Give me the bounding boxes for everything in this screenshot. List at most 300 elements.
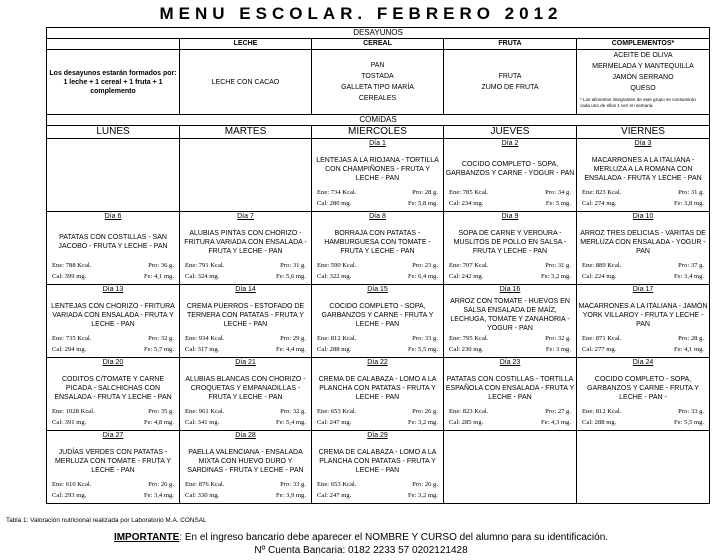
energy-value: 812 Kcal. <box>330 335 357 342</box>
protein-value: 26 g. <box>424 481 438 488</box>
protein-value: 37 g. <box>690 262 705 269</box>
nutrition-energy-protein <box>52 408 174 416</box>
protein-label: Pro: <box>280 408 292 415</box>
cereal-item: PAN <box>370 62 385 69</box>
energy-value: 791 Kcal. <box>198 262 225 269</box>
weekday-header-jueves: JUEVES <box>444 126 577 139</box>
calcium-label: Cal: <box>582 346 593 353</box>
day-number: Día 10 <box>632 213 654 220</box>
protein-label: Pro: <box>412 262 424 269</box>
menu-table <box>46 27 710 504</box>
breakfast-header-leche: LECHE <box>180 39 312 50</box>
nutrition-calcium-iron <box>449 419 571 427</box>
protein-value: 26 g. <box>424 408 438 415</box>
protein-value: 35 g. <box>160 408 174 415</box>
breakfast-header-complementos: COMPLEMENTOS* <box>577 39 710 50</box>
energy-value: 889 Kcal. <box>595 262 622 269</box>
protein-label: Pro: <box>678 189 690 196</box>
nutrition-calcium-iron <box>449 200 571 208</box>
energy-label: Ene: <box>185 408 198 415</box>
iron-label: Fe: <box>540 273 550 280</box>
iron-value: 6,4 mg. <box>418 273 438 280</box>
day-dish: CREMA DE CALABAZA - LOMO A LA PLANCHA CON PATATAS - FRUTA Y LECHE - PAN <box>318 448 437 474</box>
calcium-value: 293 mg. <box>64 492 87 499</box>
day-number: Día 6 <box>104 213 122 220</box>
nutrition-calcium-iron <box>317 492 438 500</box>
breakfast-leche: LECHE CON CACAO <box>180 50 312 115</box>
nutrition-energy-protein <box>317 408 438 416</box>
nutrition-energy-protein <box>449 335 571 343</box>
day-cell <box>47 358 180 431</box>
protein-label: Pro: <box>148 408 160 415</box>
protein-value: 31 g. <box>690 189 705 196</box>
iron-value: 3,2 mg. <box>551 273 571 280</box>
energy-value: 961 Kcal. <box>198 408 225 415</box>
calcium-label: Cal: <box>582 273 593 280</box>
protein-value: 26 g. <box>160 481 174 488</box>
calcium-label: Cal: <box>185 492 196 499</box>
iron-value: 3,4 mg. <box>154 492 174 499</box>
day-number: Día 22 <box>367 359 388 366</box>
iron-label: Fe: <box>673 419 683 426</box>
protein-value: 28 g. <box>690 335 705 342</box>
weekday-header-lunes: LUNES <box>47 126 180 139</box>
protein-value: 32 g. <box>160 335 174 342</box>
day-dish: MACARRONES A LA ITALIANA - JAMÓN YORK VILLAROY - FRUTA Y LECHE - PAN <box>578 302 708 328</box>
energy-label: Ene: <box>52 481 65 488</box>
iron-label: Fe: <box>545 200 555 207</box>
energy-value: 653 Kcal. <box>330 481 357 488</box>
nutrition-energy-protein <box>185 408 306 416</box>
day-cell <box>180 285 312 358</box>
nutrition-energy-protein <box>185 481 306 489</box>
breakfast-header-fruta: FRUTA <box>444 39 577 50</box>
calcium-label: Cal: <box>317 200 328 207</box>
day-number: Día 17 <box>632 286 654 293</box>
calcium-value: 224 mg. <box>594 273 617 280</box>
protein-label: Pro: <box>412 481 424 488</box>
complemento-item: MERMELADA Y MANTEQUILLA <box>592 63 694 70</box>
protein-label: Pro: <box>412 408 424 415</box>
protein-label: Pro: <box>545 262 557 269</box>
protein-value: 33 g. <box>690 408 705 415</box>
calcium-label: Cal: <box>449 273 460 280</box>
protein-label: Pro: <box>678 335 690 342</box>
complemento-item: ACEITE DE OLIVA <box>613 52 673 59</box>
iron-label: Fe: <box>143 346 153 353</box>
day-number: Día 15 <box>367 286 388 293</box>
week-row <box>47 431 710 504</box>
day-cell <box>312 358 444 431</box>
protein-label: Pro: <box>545 408 557 415</box>
day-number: Día 14 <box>235 286 256 293</box>
energy-value: 653 Kcal. <box>330 408 357 415</box>
nutrition-calcium-iron <box>52 419 174 427</box>
weekday-header-miercoles: MIERCOLES <box>312 126 444 139</box>
nutrition-calcium-iron <box>449 273 571 281</box>
calcium-value: 247 mg. <box>329 419 352 426</box>
day-dish: LENTEJAS A LA RIOJANA - TORTILLA CON CHAMPIÑONES - FRUTA Y LECHE - PAN <box>316 156 439 182</box>
energy-label: Ene: <box>317 262 330 269</box>
nutrition-calcium-iron <box>52 273 174 281</box>
nutrition-energy-protein <box>317 262 438 270</box>
iron-value: 4,4 mg. <box>286 346 306 353</box>
weekday-header-martes: MARTES <box>180 126 312 139</box>
day-dish: ALUBIAS BLANCAS CON CHORIZO - CROQUETAS Y EMPANADILLAS - FRUTA Y LECHE - PAN <box>185 375 306 401</box>
day-number: Día 9 <box>501 213 519 220</box>
complemento-item: JAMÓN SERRANO <box>612 74 674 81</box>
nutrition-energy-protein <box>582 408 704 416</box>
cereal-item: CEREALES <box>358 95 397 102</box>
day-dish: PATATAS CON COSTILLAS - TORTILLA ESPAÑOLA CON ENSALADA - FRUTA Y LECHE - PAN <box>445 375 575 401</box>
day-number: Día 24 <box>632 359 654 366</box>
day-cell <box>180 358 312 431</box>
calcium-value: 288 mg. <box>594 419 617 426</box>
nutrition-energy-protein <box>52 481 174 489</box>
week-row <box>47 285 710 358</box>
calcium-value: 294 mg. <box>64 346 87 353</box>
protein-value: 23 g. <box>424 262 438 269</box>
calcium-label: Cal: <box>582 419 593 426</box>
protein-label: Pro: <box>412 189 424 196</box>
day-dish: COCIDO COMPLETO - SOPA, GARBANZOS Y CARNE - FRUTA Y LECHE - PAN - <box>587 375 699 401</box>
energy-value: 788 Kcal. <box>65 262 92 269</box>
iron-label: Fe: <box>407 200 417 207</box>
energy-value: 876 Kcal. <box>198 481 225 488</box>
week-row <box>47 139 710 212</box>
day-number: Día 23 <box>499 359 521 366</box>
energy-value: 823 Kcal. <box>462 408 489 415</box>
iron-value: 4,3 mg. <box>551 419 571 426</box>
energy-label: Ene: <box>317 189 330 196</box>
day-dish: ARROZ TRES DELICIAS - VARITAS DE MERLUZA CON ENSALADA - YOGUR - PAN <box>580 229 706 255</box>
payment-notice <box>0 531 722 557</box>
energy-label: Ene: <box>52 335 65 342</box>
iron-label: Fe: <box>143 419 153 426</box>
nutrition-footnote: Tabla 1: Valoración nutricional realizada por Laboratorio M.A. CONSAL <box>6 517 207 524</box>
day-cell <box>47 285 180 358</box>
protein-label: Pro: <box>280 481 292 488</box>
iron-label: Fe: <box>275 273 285 280</box>
iron-label: Fe: <box>275 346 285 353</box>
energy-label: Ene: <box>185 481 198 488</box>
iron-label: Fe: <box>540 419 550 426</box>
breakfast-header-cereal: CEREAL <box>312 39 444 50</box>
calcium-value: 242 mg. <box>461 273 484 280</box>
empty-day-cell <box>444 431 577 504</box>
energy-value: 610 Kcal. <box>65 481 92 488</box>
day-cell <box>180 431 312 504</box>
protein-value: 34 g. <box>557 189 571 196</box>
weekday-header-viernes: VIERNES <box>577 126 710 139</box>
nutrition-energy-protein <box>185 262 306 270</box>
energy-value: 823 Kcal. <box>595 189 622 196</box>
protein-label: Pro: <box>545 189 557 196</box>
protein-value: 31 g. <box>557 262 571 269</box>
protein-label: Pro: <box>412 335 424 342</box>
protein-label: Pro: <box>148 481 160 488</box>
energy-label: Ene: <box>317 335 330 342</box>
nutrition-energy-protein <box>449 262 571 270</box>
protein-label: Pro: <box>148 335 160 342</box>
nutrition-energy-protein <box>582 189 704 197</box>
nutrition-calcium-iron <box>52 346 174 354</box>
iron-value: 4,8 mg. <box>154 419 174 426</box>
week-row <box>47 358 710 431</box>
protein-label: Pro: <box>280 262 292 269</box>
day-number: Día 1 <box>369 140 386 147</box>
iron-value: 5,7 mg. <box>154 346 174 353</box>
protein-value: 31 g. <box>292 262 306 269</box>
breakfast-cereal <box>312 50 444 115</box>
calcium-value: 399 mg. <box>64 273 87 280</box>
day-number: Día 7 <box>237 213 254 220</box>
calcium-label: Cal: <box>317 346 328 353</box>
nutrition-energy-protein <box>52 262 174 270</box>
day-cell <box>180 212 312 285</box>
calcium-label: Cal: <box>449 200 460 207</box>
iron-value: 5,6 mg. <box>286 273 306 280</box>
calcium-value: 274 mg. <box>594 200 617 207</box>
nutrition-calcium-iron <box>52 492 174 500</box>
complementos-footnote: * Los alimentos integrantes de este grupo se consumirán cada uno de ellos 1 vez en semana. <box>580 97 696 108</box>
energy-label: Ene: <box>582 262 595 269</box>
day-dish: CODITOS C/TOMATE Y CARNE PICADA - SALCHICHAS CON ENSALADA - FRUTA Y LECHE - PAN <box>54 375 172 401</box>
day-dish: LENTEJAS CON CHORIZO - FRITURA VARIADA CON ENSALADA - FRUTA Y LECHE - PAN <box>51 302 175 328</box>
empty-day-cell <box>180 139 312 212</box>
nutrition-calcium-iron <box>185 492 306 500</box>
iron-label: Fe: <box>407 419 417 426</box>
iron-value: 3,9 mg. <box>286 492 306 499</box>
iron-label: Fe: <box>407 346 417 353</box>
day-dish: MACARRONES A LA ITALIANA - MERLUZA A LA ROMANA CON ENSALADA - FRUTA Y LECHE - PAN <box>584 156 702 182</box>
calcium-label: Cal: <box>449 419 460 426</box>
nutrition-energy-protein <box>317 335 438 343</box>
iron-value: 5,8 mg. <box>418 200 438 207</box>
iron-value: 3,8 mg. <box>684 200 705 207</box>
calcium-value: 324 mg. <box>197 273 220 280</box>
calcium-value: 230 mg. <box>461 346 484 353</box>
calcium-label: Cal: <box>52 419 63 426</box>
nutrition-energy-protein <box>582 335 704 343</box>
nutrition-calcium-iron <box>317 273 438 281</box>
day-number: Día 2 <box>501 140 519 147</box>
cereal-item: GALLETA TIPO MARÍA <box>341 84 414 91</box>
bank-account: Nº Cuenta Bancaria: 0182 2233 57 0202121428 <box>254 545 468 556</box>
iron-label: Fe: <box>407 273 417 280</box>
day-dish: COCIDO COMPLETO - SOPA, GARBANZOS Y CARNE - FRUTA Y LECHE - PAN <box>321 302 434 328</box>
nutrition-calcium-iron <box>582 200 704 208</box>
energy-label: Ene: <box>185 262 198 269</box>
day-number: Día 13 <box>102 286 124 293</box>
nutrition-calcium-iron <box>582 346 704 354</box>
calcium-value: 330 mg. <box>197 492 220 499</box>
energy-value: 707 Kcal. <box>462 262 489 269</box>
day-cell <box>444 285 577 358</box>
nutrition-calcium-iron <box>185 419 306 427</box>
energy-label: Ene: <box>52 408 65 415</box>
energy-label: Ene: <box>449 408 462 415</box>
protein-value: 32 g. <box>557 335 571 342</box>
day-cell <box>312 139 444 212</box>
energy-label: Ene: <box>185 335 198 342</box>
energy-value: 734 Kcal. <box>330 189 357 196</box>
protein-value: 29 g. <box>292 335 306 342</box>
day-number: Día 28 <box>235 432 256 439</box>
iron-value: 5,5 mg. <box>684 419 705 426</box>
calcium-label: Cal: <box>317 492 328 499</box>
day-dish: CREMA DE CALABAZA - LOMO A LA PLANCHA CON PATATAS - FRUTA Y LECHE - PAN <box>318 375 437 401</box>
iron-value: 5,5 mg. <box>418 346 438 353</box>
nutrition-calcium-iron <box>582 419 704 427</box>
breakfast-section-header: DESAYUNOS <box>47 28 710 39</box>
nutrition-energy-protein <box>52 335 174 343</box>
day-dish: PATATAS CON COSTILLAS - SAN JACOBO - FRUTA Y LECHE - PAN <box>58 234 168 250</box>
important-text: : En el ingreso bancario debe aparecer el NOMBRE Y CURSO del alumno para su identificación. <box>179 532 609 543</box>
energy-label: Ene: <box>582 189 595 196</box>
breakfast-blank-header <box>47 39 180 50</box>
nutrition-calcium-iron <box>185 346 306 354</box>
protein-value: 27 g. <box>557 408 571 415</box>
day-cell <box>577 285 710 358</box>
calcium-value: 341 mg. <box>197 419 220 426</box>
page-title: MENU ESCOLAR. FEBRERO 2012 <box>159 4 563 23</box>
calcium-label: Cal: <box>185 346 196 353</box>
calcium-label: Cal: <box>317 273 328 280</box>
nutrition-energy-protein <box>582 262 704 270</box>
calcium-value: 391 mg. <box>64 419 87 426</box>
iron-label: Fe: <box>673 346 683 353</box>
energy-label: Ene: <box>582 408 595 415</box>
iron-value: 3,2 mg. <box>418 492 438 499</box>
energy-label: Ene: <box>449 335 462 342</box>
nutrition-calcium-iron <box>449 346 571 354</box>
nutrition-energy-protein <box>317 189 438 197</box>
day-dish: BORRAJA CON PATATAS - HAMBURGUESA CON TOMATE - FRUTA Y LECHE - PAN <box>324 229 431 255</box>
iron-label: Fe: <box>673 273 683 280</box>
energy-label: Ene: <box>449 262 462 269</box>
week-row <box>47 212 710 285</box>
day-dish: JUDÍAS VERDES CON PATATAS - MERLUZA CON TOMATE - FRUTA Y LECHE - PAN <box>54 448 172 474</box>
protein-label: Pro: <box>545 335 557 342</box>
day-cell <box>47 212 180 285</box>
calcium-label: Cal: <box>185 419 196 426</box>
breakfast-fruta <box>444 50 577 115</box>
nutrition-calcium-iron <box>582 273 704 281</box>
breakfast-composition-note: Los desayunos estarán formados por: 1 leche + 1 cereal + 1 fruta + 1 complemento <box>47 50 180 115</box>
day-number: Día 20 <box>102 359 124 366</box>
empty-day-cell <box>47 139 180 212</box>
protein-value: 33 g. <box>292 481 306 488</box>
protein-label: Pro: <box>148 262 160 269</box>
energy-label: Ene: <box>582 335 595 342</box>
protein-value: 36 g. <box>160 262 174 269</box>
calcium-label: Cal: <box>52 273 63 280</box>
energy-label: Ene: <box>317 408 330 415</box>
breakfast-complementos <box>577 50 710 115</box>
day-dish: SOPA DE CARNE Y VERDURA - MUSLITOS DE POLLO EN SALSA - FRUTA Y LECHE - PAN <box>453 229 567 255</box>
day-number: Día 21 <box>235 359 256 366</box>
day-dish: ALUBIAS PINTAS CON CHORIZO - FRITURA VARIADA CON ENSALADA - FRUTA Y LECHE - PAN <box>184 229 307 255</box>
protein-label: Pro: <box>678 262 690 269</box>
iron-value: 5 mg. <box>555 200 571 207</box>
energy-value: 934 Kcal. <box>198 335 225 342</box>
day-cell <box>577 358 710 431</box>
fruta-item: FRUTA <box>498 73 522 80</box>
calcium-label: Cal: <box>449 346 460 353</box>
nutrition-energy-protein <box>185 335 306 343</box>
energy-value: 735 Kcal. <box>65 335 92 342</box>
nutrition-calcium-iron <box>317 346 438 354</box>
day-number: Día 3 <box>634 140 652 147</box>
day-cell <box>444 358 577 431</box>
energy-label: Ene: <box>317 481 330 488</box>
day-dish: PAELLA VALENCIANA - ENSALADA MIXTA CON HUEVO DURO Y SARDINAS - FRUTA Y LECHE - PAN <box>187 448 304 474</box>
day-dish: COCIDO COMPLETO - SOPA, GARBANZOS Y CARNE - YOGUR - PAN <box>445 161 575 177</box>
iron-value: 3,2 mg. <box>418 419 438 426</box>
iron-label: Fe: <box>407 492 417 499</box>
calcium-value: 280 mg. <box>329 200 352 207</box>
protein-label: Pro: <box>678 408 690 415</box>
day-cell <box>444 212 577 285</box>
day-number: Día 16 <box>499 286 521 293</box>
protein-value: 28 g. <box>424 189 438 196</box>
calcium-value: 247 mg. <box>329 492 352 499</box>
iron-value: 3,4 mg. <box>684 273 705 280</box>
energy-value: 795 Kcal. <box>462 335 489 342</box>
iron-label: Fe: <box>673 200 683 207</box>
energy-value: 871 Kcal. <box>595 335 622 342</box>
nutrition-calcium-iron <box>317 419 438 427</box>
iron-value: 5,4 mg. <box>286 419 306 426</box>
day-cell <box>47 431 180 504</box>
iron-value: 4,1 mg. <box>684 346 705 353</box>
day-cell <box>577 212 710 285</box>
iron-value: 4,1 mg. <box>154 273 174 280</box>
calcium-label: Cal: <box>52 492 63 499</box>
nutrition-energy-protein <box>317 481 438 489</box>
calcium-value: 322 mg. <box>329 273 352 280</box>
calcium-value: 317 mg. <box>197 346 220 353</box>
calcium-value: 277 mg. <box>594 346 617 353</box>
nutrition-calcium-iron <box>317 200 438 208</box>
day-cell <box>312 212 444 285</box>
calcium-label: Cal: <box>317 419 328 426</box>
nutrition-calcium-iron <box>185 273 306 281</box>
day-number: Día 29 <box>367 432 388 439</box>
iron-label: Fe: <box>275 419 285 426</box>
calcium-value: 234 mg. <box>461 200 484 207</box>
fruta-item: ZUMO DE FRUTA <box>481 84 539 91</box>
iron-label: Fe: <box>143 273 153 280</box>
iron-label: Fe: <box>143 492 153 499</box>
day-cell <box>444 139 577 212</box>
calcium-label: Cal: <box>185 273 196 280</box>
day-dish: ARROZ CON TOMATE - HUEVOS EN SALSA ENSALADA DE MAÍZ, LECHUGA, TOMATE Y ZANAHORIA - YOGUR - PAN <box>450 298 570 332</box>
lunch-section-header: COMIDAS <box>47 115 710 126</box>
day-cell <box>312 431 444 504</box>
day-cell <box>312 285 444 358</box>
empty-day-cell <box>577 431 710 504</box>
protein-value: 33 g. <box>424 335 438 342</box>
cereal-item: TOSTADA <box>361 73 394 80</box>
day-number: Día 27 <box>102 432 124 439</box>
day-dish: CREMA PUERROS - ESTOFADO DE TERNERA CON PATATAS - FRUTA Y LECHE - PAN <box>186 302 305 328</box>
protein-value: 32 g. <box>292 408 306 415</box>
important-label: IMPORTANTE <box>113 532 180 543</box>
calcium-label: Cal: <box>582 200 593 207</box>
energy-value: 785 Kcal. <box>462 189 489 196</box>
